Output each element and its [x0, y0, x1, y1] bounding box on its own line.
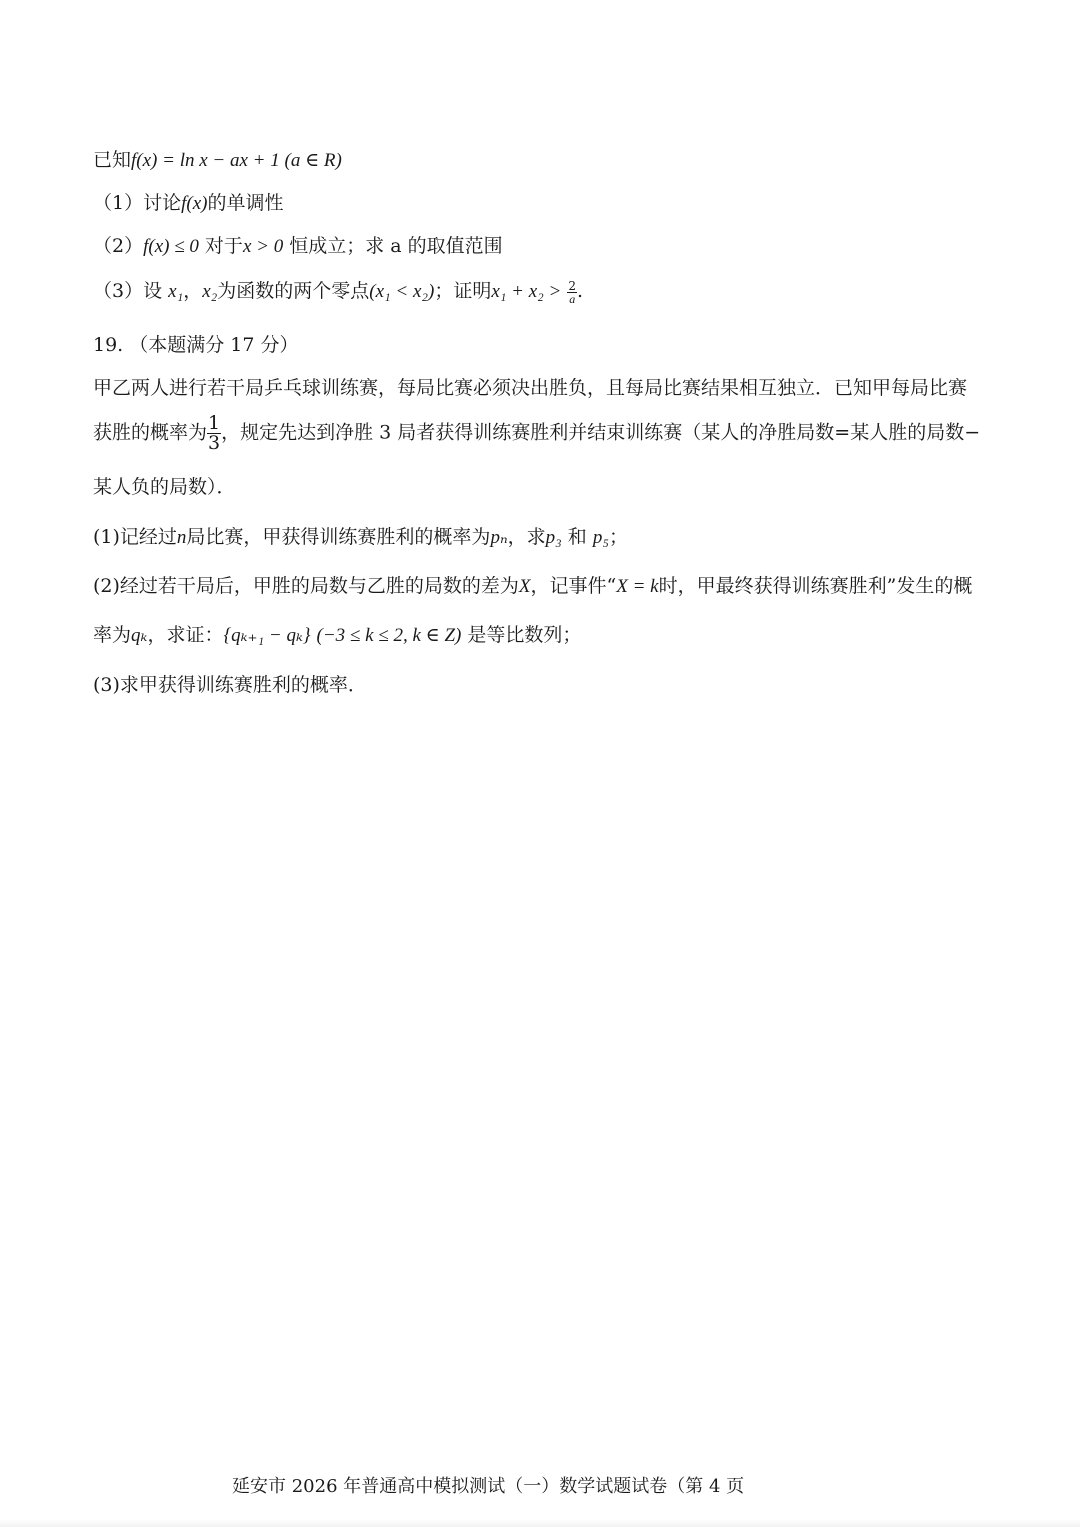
s19-para-line3: 某人负的局数）．: [93, 476, 236, 498]
s19-para-line2-a: 获胜的概率为: [93, 421, 208, 444]
s18-q3-sep: ，: [183, 280, 203, 302]
s18-q2-rest: 恒成立；求 a 的取值范围: [283, 235, 503, 257]
s19-q1-p3: p₃: [545, 527, 562, 548]
s19-para-line2-b: ，规定先达到净胜 3 局者获得训练赛胜利并结束训练赛（某人的净胜局数=某人胜的局数−: [221, 421, 981, 444]
s18-q2-cond: x > 0: [242, 236, 284, 257]
s18-q3-x2: x₂: [202, 281, 218, 302]
s18-intro: [93, 145, 342, 172]
s18-intro-formula: f(x) = ln x − ax + 1 (a ∈ R): [131, 150, 342, 171]
s18-q1-rest: 的单调性: [207, 192, 284, 214]
s18-q2: [93, 231, 503, 258]
s19-para-line2: [93, 414, 980, 453]
s19-prob-num: 1: [208, 412, 221, 434]
s18-q3-fraction: [567, 280, 577, 305]
s18-q2-ineq: f(x) ≤ 0: [143, 236, 199, 257]
s18-q3-end: .: [577, 280, 584, 302]
s19-q2-line2-c: 是等比数列；: [461, 624, 582, 646]
s19-prob-den: 3: [208, 432, 221, 454]
s18-q3-frac-den: a: [569, 291, 576, 306]
s18-q3: [93, 276, 583, 305]
s19-q3: (3)求甲获得训练赛胜利的概率．: [93, 674, 367, 696]
s19-q1-b: 局比赛，甲获得训练赛胜利的概率为: [186, 526, 491, 548]
s19-q1-pn: pₙ: [490, 527, 508, 548]
page-bottom-edge: [0, 1519, 1080, 1527]
s19-q2-line2-a: 率为: [93, 624, 132, 646]
s19-q2-qk: qₖ: [131, 625, 148, 646]
s19-q1-p5: p₅: [592, 527, 609, 548]
s18-intro-prefix: 已知: [93, 149, 132, 171]
s18-q1-fx: f(x): [181, 193, 208, 214]
s19-q2-line1-b: ，记事件“: [530, 575, 617, 597]
s18-q2-label: （2）: [93, 235, 144, 257]
s19-para-line1: 甲乙两人进行若干局乒乓球训练赛，每局比赛必须决出胜负，且每局比赛结果相互独立．已知甲每局比赛: [93, 377, 968, 399]
s18-q3-frac-num: 2: [568, 278, 577, 293]
s19-q1-e: ；: [608, 526, 628, 548]
page-footer: 延安市 2026 年普通高中模拟测试（一）数学试题试卷（第 4 页: [232, 1476, 745, 1497]
s18-q1: [93, 188, 283, 215]
s18-q3-x1: x₁: [168, 281, 184, 302]
s19-q1-c: ，求: [507, 526, 546, 548]
s19-q2-seq: {qₖ₊₁ − qₖ}: [223, 625, 311, 646]
s18-q3-mid: 为函数的两个零点: [217, 280, 370, 302]
s18-q3-claim: x₁ + x₂ >: [491, 281, 562, 302]
s18-q2-mid: 对于: [198, 235, 243, 257]
s19-q2-line2: [93, 620, 581, 647]
s19-q2-line1-a: (2)经过若干局后，甲胜的局数与乙胜的局数的差为: [93, 575, 519, 597]
s18-q3-label: （3）设: [93, 280, 169, 302]
s19-q1: [93, 522, 628, 549]
s19-q2-line2-b: ，求证：: [147, 624, 224, 646]
s19-q2-line1-c: 时，甲最终获得训练赛胜利”发生的概: [658, 575, 973, 597]
s19-q2-line1: [93, 571, 972, 598]
s19-q2-range: (−3 ≤ k ≤ 2, k ∈ Z): [316, 625, 462, 646]
s19-q2-event: X = k: [616, 576, 659, 597]
s19-prob-fraction: [207, 414, 221, 453]
s18-q3-cond: (x₁ < x₂): [369, 281, 435, 302]
s19-q1-n: n: [176, 527, 187, 548]
s18-q1-label: （1）讨论: [93, 192, 182, 214]
s19-header: 19. （本题满分 17 分）: [93, 334, 299, 356]
s19-q2-X: X: [518, 576, 531, 597]
s18-q3-prove: ；证明: [434, 280, 492, 302]
s19-q1-a: (1)记经过: [93, 526, 177, 548]
s19-q1-d: 和: [561, 526, 593, 548]
